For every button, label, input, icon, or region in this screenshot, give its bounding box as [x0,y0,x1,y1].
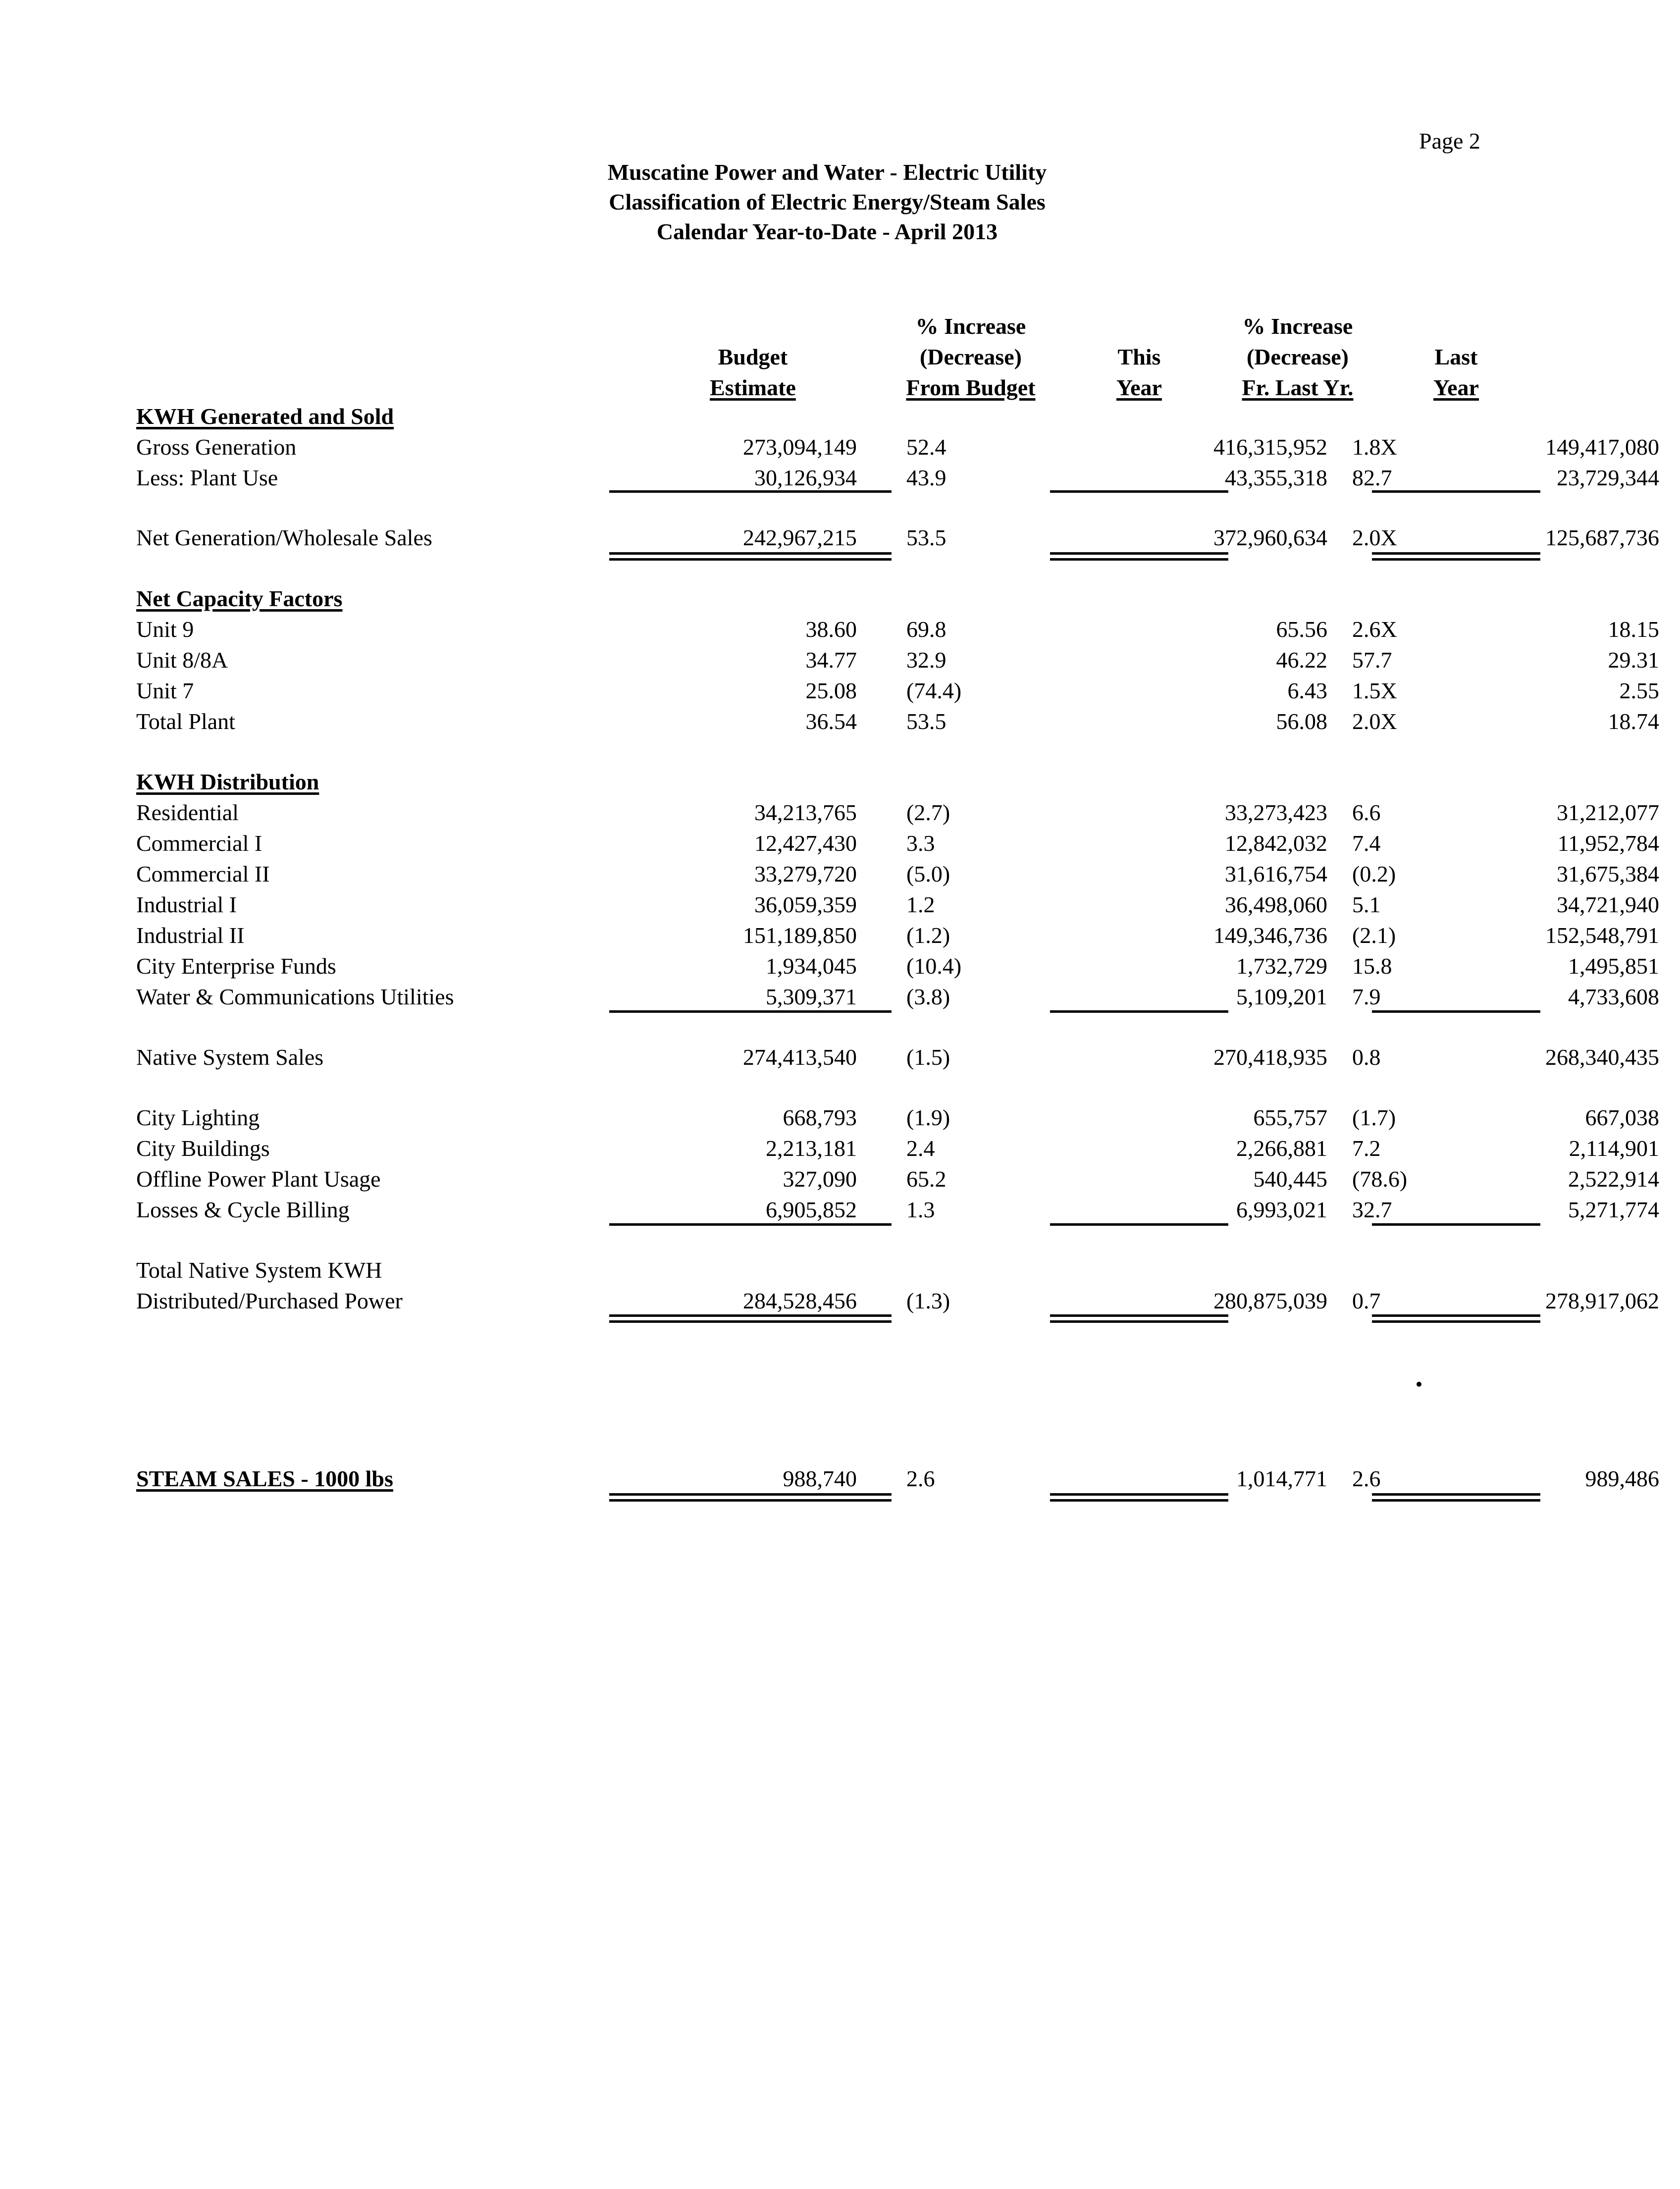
total-double-rule [1050,1320,1228,1323]
subtotal-rule [609,1223,892,1226]
total-row-net-generation: Net Generation/Wholesale Sales 242,967,215 53.5 372,960,634 2.0X 125,687,736 [136,525,1659,550]
report-title [545,157,1109,247]
title-line-3: Calendar Year-to-Date - April 2013 [656,219,998,244]
subtotal-rule [1050,490,1228,493]
table-row: Industrial I 36,059,359 1.2 36,498,060 5.1 34,721,940 [136,892,1659,917]
subtotal-rule [1050,1223,1228,1226]
total-double-rule [609,1493,892,1496]
total-double-rule [1050,1499,1228,1502]
title-line-1: Muscatine Power and Water - Electric Utility [607,159,1047,185]
section-title-distribution: KWH Distribution [136,769,319,794]
total-label-line-1: Total Native System KWH [136,1257,382,1283]
total-double-rule [1050,1314,1228,1317]
table-row: Commercial II 33,279,720 (5.0) 31,616,754 (0.2) 31,675,384 [136,861,1659,886]
subtotal-rule [1372,1010,1540,1013]
table-row: Offline Power Plant Usage 327,090 65.2 540,445 (78.6) 2,522,914 [136,1166,1659,1192]
total-double-rule [609,552,892,555]
section-title-kwh-generated: KWH Generated and Sold [136,404,394,429]
col-header-last-year: Last Year [1433,344,1479,400]
total-double-rule [1050,1493,1228,1496]
subtotal-rule [609,1010,892,1013]
steam-sales-row: STEAM SALES - 1000 lbs 988,740 2.6 1,014,771 2.6 989,486 [136,1466,1659,1491]
total-double-rule [1372,1493,1540,1496]
table-row: City Enterprise Funds 1,934,045 (10.4) 1,732,729 15.8 1,495,851 [136,953,1659,979]
total-double-rule [609,558,892,561]
total-double-rule [1372,1499,1540,1502]
total-double-rule [609,1320,892,1323]
total-double-rule [1372,558,1540,561]
subtotal-rule [1372,490,1540,493]
page-number: Page 2 [1419,128,1480,154]
table-row: Losses & Cycle Billing 6,905,852 1.3 6,993,021 32.7 5,271,774 [136,1197,1659,1222]
total-row-native-system-sales: Native System Sales 274,413,540 (1.5) 270,418,935 0.8 268,340,435 [136,1044,1659,1070]
col-header-pct-last: % Increase (Decrease) Fr. Last Yr. [1242,313,1354,400]
title-line-2: Classification of Electric Energy/Steam Sales [609,189,1046,214]
table-row: Industrial II 151,189,850 (1.2) 149,346,736 (2.1) 152,548,791 [136,923,1659,948]
table-row: Residential 34,213,765 (2.7) 33,273,423 6.6 31,212,077 [136,800,1659,825]
total-double-rule [1372,1320,1540,1323]
total-row-distributed-purchased: Distributed/Purchased Power 284,528,456 (1.3) 280,875,039 0.7 278,917,062 [136,1288,1659,1313]
section-title-capacity: Net Capacity Factors [136,586,343,611]
table-row: Water & Communications Utilities 5,309,371 (3.8) 5,109,201 7.9 4,733,608 [136,984,1659,1009]
subtotal-rule [609,490,892,493]
col-header-this-year: This Year [1116,344,1162,400]
table-row: Less: Plant Use 30,126,934 43.9 43,355,318 82.7 23,729,344 [136,465,1659,490]
total-double-rule [609,1314,892,1317]
table-row: City Buildings 2,213,181 2.4 2,266,881 7.2 2,114,901 [136,1136,1659,1161]
total-double-rule [1372,1314,1540,1317]
col-header-budget: Budget Estimate [710,344,796,400]
total-double-rule [609,1499,892,1502]
table-row: Unit 8/8A 34.77 32.9 46.22 57.7 29.31 [136,647,1659,673]
table-row: Unit 9 38.60 69.8 65.56 2.6X 18.15 [136,617,1659,642]
col-header-pct-budget: % Increase (Decrease) From Budget [906,313,1036,400]
table-row: Gross Generation 273,094,149 52.4 416,315,952 1.8X 149,417,080 [136,434,1659,460]
subtotal-rule [1372,1223,1540,1226]
table-row: Commercial I 12,427,430 3.3 12,842,032 7.4 11,952,784 [136,831,1659,856]
total-double-rule [1050,552,1228,555]
table-row: Unit 7 25.08 (74.4) 6.43 1.5X 2.55 [136,678,1659,703]
total-double-rule [1372,552,1540,555]
table-row: Total Plant 36.54 53.5 56.08 2.0X 18.74 [136,709,1659,734]
table-row: City Lighting 668,793 (1.9) 655,757 (1.7) 667,038 [136,1105,1659,1130]
stray-mark [1417,1382,1421,1387]
total-double-rule [1050,558,1228,561]
subtotal-rule [1050,1010,1228,1013]
